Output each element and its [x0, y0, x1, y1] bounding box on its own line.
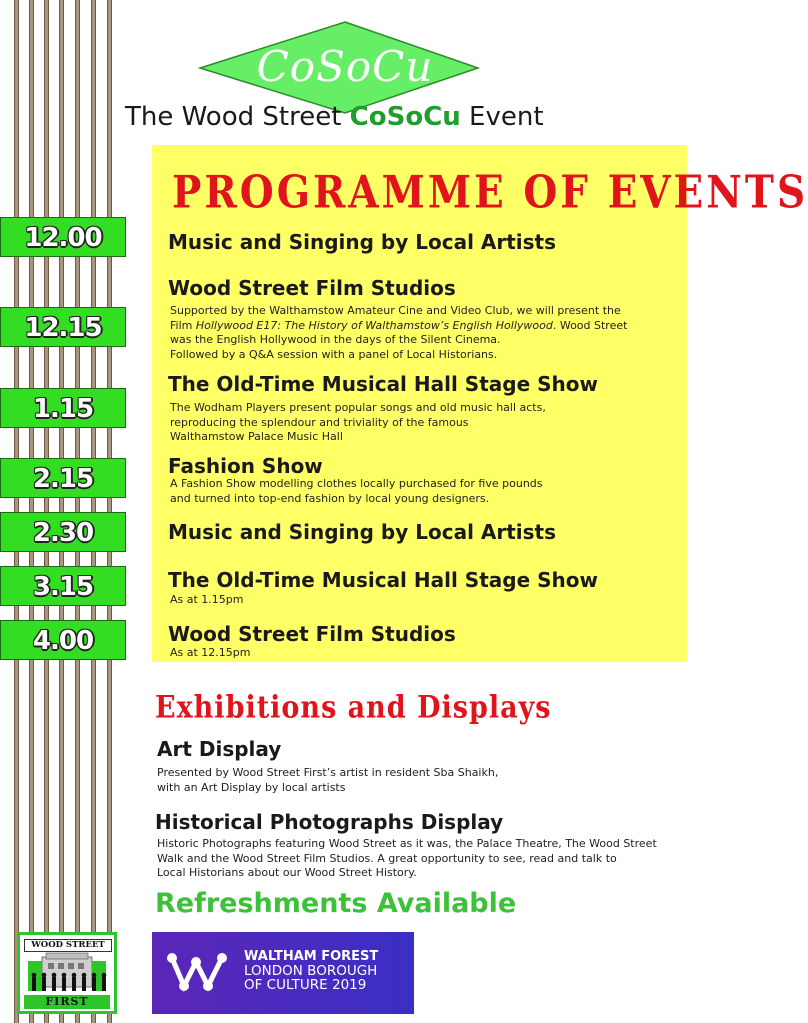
- photos-display-description: [157, 837, 657, 881]
- time-box: 2.30: [0, 512, 126, 552]
- time-box: 1.15: [0, 388, 126, 428]
- event-description: [170, 401, 546, 445]
- desc-line: The Wodham Players present popular songs and old music hall acts,: [170, 401, 546, 414]
- wf-line: OF CULTURE 2019: [244, 977, 367, 993]
- event-description: [170, 477, 543, 506]
- desc-line: Historic Photographs featuring Wood Street as it was, the Palace Theatre, The Wood Street: [157, 837, 657, 850]
- desc-line: A Fashion Show modelling clothes locally purchased for five pounds: [170, 477, 543, 490]
- photos-display-title: Historical Photographs Display: [155, 810, 504, 834]
- desc-line: Supported by the Walthamstow Amateur Cine and Video Club, we will present the: [170, 304, 621, 317]
- event-subtitle: [125, 102, 544, 132]
- wf-line: WALTHAM FOREST: [244, 949, 379, 964]
- desc-line: [170, 319, 627, 334]
- subtitle-before: The Wood Street: [125, 102, 350, 132]
- event-description: [170, 646, 251, 661]
- desc-line: Presented by Wood Street First’s artist in resident Sba Shaikh,: [157, 766, 499, 779]
- waltham-forest-logo: [152, 932, 414, 1014]
- waltham-forest-text: [244, 950, 378, 992]
- event-title: Wood Street Film Studios: [168, 276, 456, 300]
- event-title: Wood Street Film Studios: [168, 622, 456, 646]
- wf-line: LONDON BOROUGH: [244, 963, 378, 979]
- cosocu-logo-text: CoSoCu: [256, 42, 434, 91]
- art-display-description: [157, 766, 498, 795]
- exhibitions-title: Exhibitions and Displays: [155, 690, 552, 726]
- film-title: Hollywood E17: The History of Walthamstow’s English Hollywood: [195, 318, 553, 332]
- wsf-building-people-icon: [24, 951, 110, 995]
- waltham-forest-w-icon: [166, 948, 236, 998]
- desc-line: reproducing the splendour and triviality of the famous: [170, 415, 469, 429]
- time-box: 12.00: [0, 217, 126, 257]
- wsf-logo-bottom-text: FIRST: [24, 995, 110, 1009]
- desc-line: Walthamstow Palace Music Hall: [170, 430, 343, 443]
- event-title: The Old-Time Musical Hall Stage Show: [168, 568, 598, 592]
- event-description: [170, 304, 627, 362]
- desc-line: and turned into top-end fashion by local young designers.: [170, 491, 490, 505]
- desc-line: As at 12.15pm: [170, 646, 251, 659]
- subtitle-brand: CoSoCu: [349, 102, 461, 132]
- programme-title: PROGRAMME OF EVENTS: [172, 166, 808, 219]
- time-box: 3.15: [0, 566, 126, 606]
- desc-line: with an Art Display by local artists: [157, 780, 346, 794]
- time-box: 2.15: [0, 458, 126, 498]
- desc-line: was the English Hollywood in the days of the Silent Cinema.: [170, 333, 501, 346]
- refreshments-heading: Refreshments Available: [155, 888, 517, 919]
- art-display-title: Art Display: [157, 737, 282, 761]
- wsf-logo-top-text: WOOD STREET: [24, 939, 112, 952]
- event-title: Music and Singing by Local Artists: [168, 520, 557, 544]
- time-box: 12.15: [0, 307, 126, 347]
- desc-line: Local Historians about our Wood Street History.: [157, 866, 417, 879]
- event-title: Fashion Show: [168, 454, 323, 478]
- subtitle-after: Event: [460, 102, 544, 132]
- event-description: [170, 593, 244, 608]
- wood-street-first-logo: [17, 932, 117, 1014]
- time-box: 4.00: [0, 620, 126, 660]
- desc-text: . Wood Street: [552, 318, 628, 332]
- desc-line: As at 1.15pm: [170, 593, 244, 606]
- event-title: The Old-Time Musical Hall Stage Show: [168, 372, 598, 396]
- desc-line: Walk and the Wood Street Film Studios. A great opportunity to see, read and talk to: [157, 851, 617, 865]
- event-title: Music and Singing by Local Artists: [168, 230, 557, 254]
- desc-text: Film: [170, 318, 196, 332]
- desc-line: Followed by a Q&A session with a panel of Local Historians.: [170, 347, 498, 361]
